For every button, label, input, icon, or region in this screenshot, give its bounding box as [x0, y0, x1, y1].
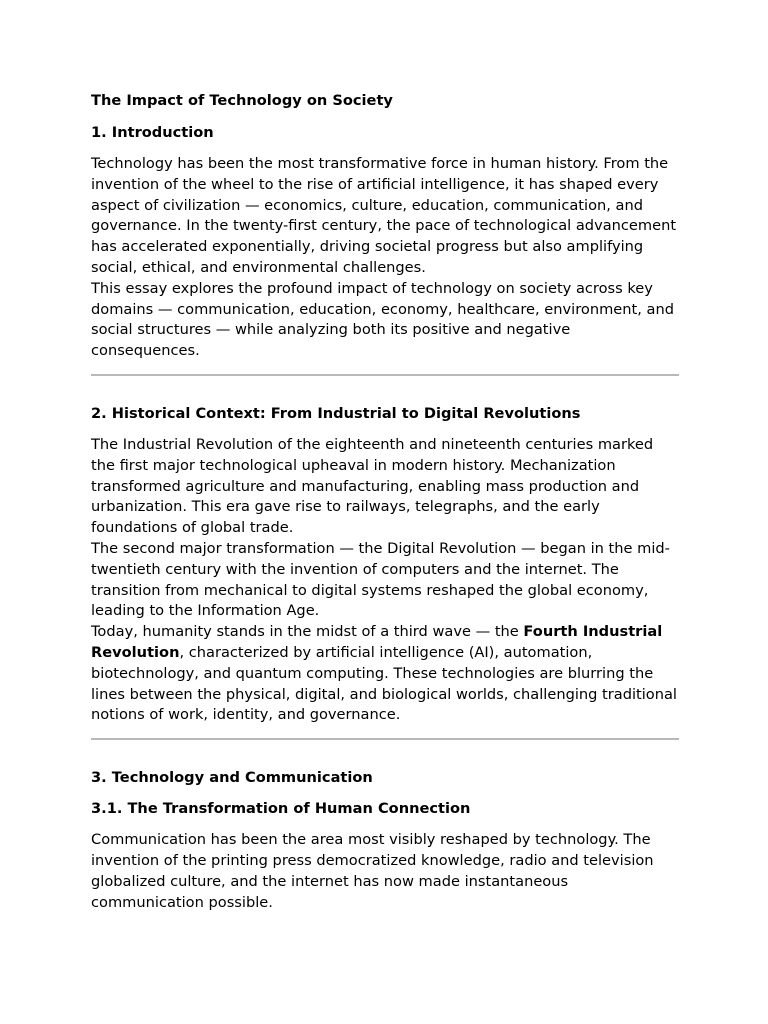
paragraph: This essay explores the profound impact of technology on society across key domains — communication, education, economy, healthcare, environment, and social structures — while analyzing both its positive and negative consequences.	[91, 279, 674, 360]
paragraph: Technology has been the most transformative force in human history. From the invention of the wheel to the rise of artificial intelligence, it has shaped every aspect of civilization — economics, culture, education, communication, and governance. In the twenty-first century, the pace of technological advancement has accelerated exponentially, driving societal progress but also amplifying social, ethical, and environmental challenges.	[91, 155, 677, 276]
section-heading-communication: 3. Technology and Communication	[91, 769, 373, 787]
paragraph: The second major transformation — the Digital Revolution — began in the mid-twentieth century with the invention of computers and the internet. The transition from mechanical to digital systems reshaped the global economy, leading to the Information Age.	[91, 539, 670, 620]
document-title: The Impact of Technology on Society	[91, 92, 393, 109]
paragraph: The Industrial Revolution of the eighteenth and nineteenth centuries marked the first major technological upheaval in modern history. Mechanization transformed agriculture and manufacturing, enabling mass production and urbanization. This era gave rise to railways, telegraphs, and the early foundations of global trade.	[91, 435, 654, 537]
section-heading-historical-context: 2. Historical Context: From Industrial to Digital Revolutions	[91, 404, 581, 422]
paragraph-text: , characterized by artificial intelligence (AI), automation, biotechnology, and quantum computing. These technologies are blurring the lines between the physical, digital, and biological worlds, challenging traditional notions of work, identity, and governance.	[91, 643, 677, 724]
horizontal-divider	[91, 374, 679, 376]
emphasized-term: Fourth Industrial Revolution	[91, 623, 663, 661]
document-page	[91, 91, 679, 913]
subsection-heading-human-connection: 3.1. The Transformation of Human Connection	[91, 800, 471, 818]
horizontal-divider	[91, 738, 679, 740]
paragraph	[91, 622, 679, 726]
section-heading-introduction: 1. Introduction	[91, 124, 214, 141]
paragraph: Communication has been the area most visibly reshaped by technology. The invention of the printing press democratized knowledge, radio and television globalized culture, and the internet has now made instantaneous communication possible.	[91, 831, 654, 911]
paragraph-text: Today, humanity stands in the midst of a third wave — the	[91, 623, 524, 641]
